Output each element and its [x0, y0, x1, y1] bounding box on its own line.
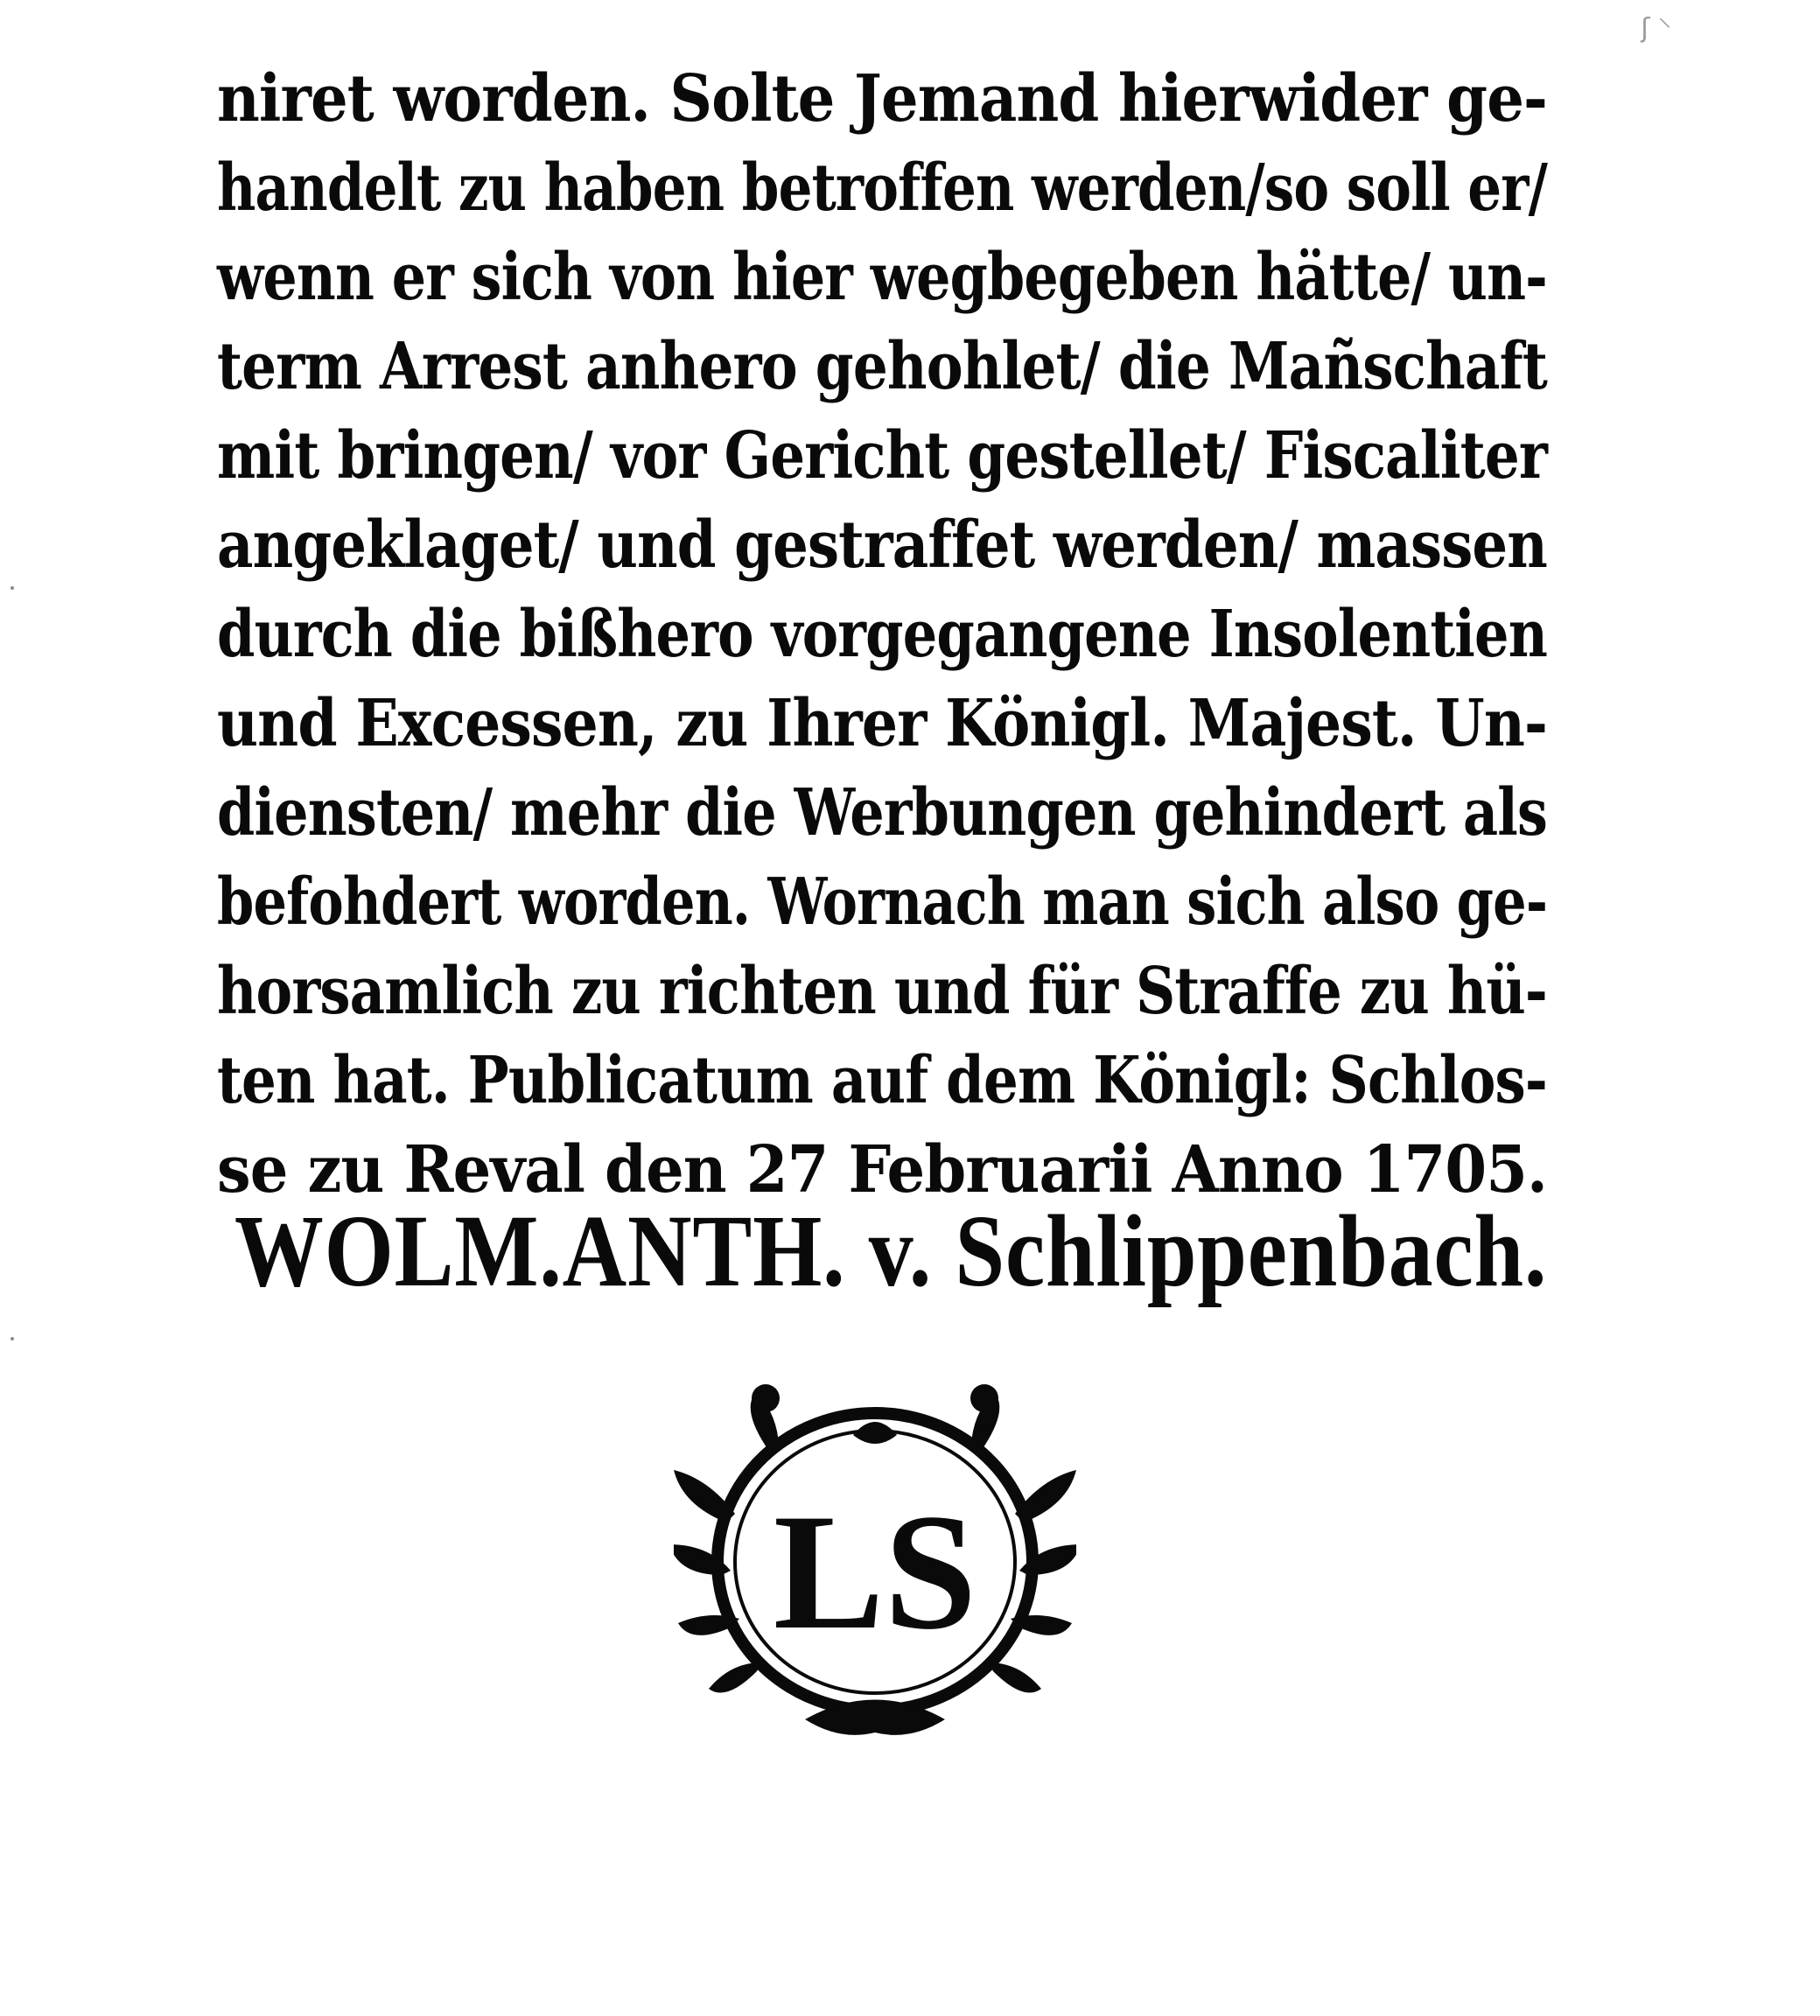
text-line: und Excessen, zu Ihrer Königl. Majest. Un-: [217, 686, 1547, 761]
text-line: diensten/ mehr die Werbungen gehindert als: [217, 775, 1547, 850]
margin-dot: [10, 586, 14, 590]
text-line: ten hat. Publicatum auf dem Königl: Schlos-: [217, 1043, 1548, 1118]
margin-mark: ʃ ⸌: [1641, 13, 1671, 44]
text-line: se zu Reval den 27 Februarii Anno 1705.: [217, 1132, 1547, 1208]
text-line: wenn er sich von hier wegbegeben hätte/ un-: [217, 240, 1547, 315]
margin-dot: [10, 1337, 14, 1340]
text-line: horsamlich zu richten und für Straffe zu hü-: [217, 954, 1547, 1029]
text-line: niret worden. Solte Jemand hierwider ge-: [217, 61, 1547, 136]
seal-letters: LS: [773, 1480, 977, 1664]
signature: WOLM.ANTH. v. Schlippenbach.: [234, 1194, 1548, 1308]
text-line: durch die bißhero vorgegangene Insolentien: [217, 597, 1547, 672]
text-line: befohdert worden. Wornach man sich also ge-: [217, 864, 1548, 940]
text-line: term Arrest anhero gehohlet/ die Mañschaft: [217, 329, 1547, 404]
text-line: angeklaget/ und gestraffet werden/ massen: [217, 508, 1547, 583]
wreath-seal-icon: [674, 1374, 1076, 1750]
text-line: mit bringen/ vor Gericht gestellet/ Fiscaliter: [217, 418, 1547, 494]
text-line: handelt zu haben betroffen werden/so soll er/: [217, 150, 1548, 226]
body-text: [217, 54, 1547, 1214]
